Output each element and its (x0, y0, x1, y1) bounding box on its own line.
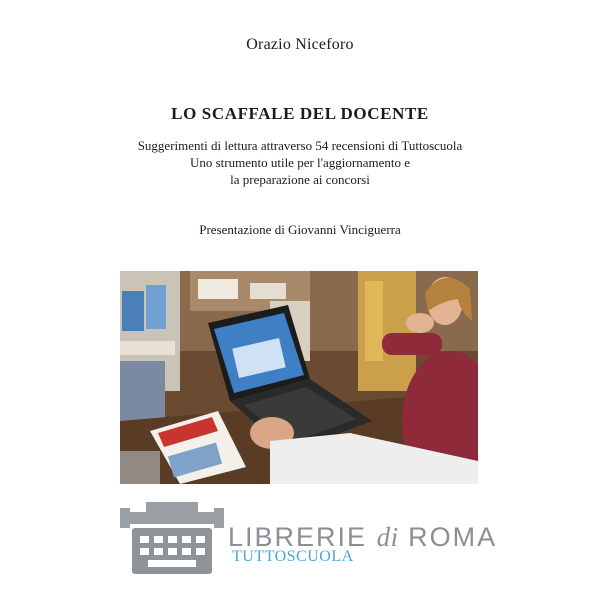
book-subtitle (0, 137, 600, 188)
subtitle-line: Uno strumento utile per l'aggiornamento e (189, 155, 411, 170)
watermark-roma: ROMA (408, 522, 498, 552)
watermark-librerie: LIBRERIE (228, 522, 368, 552)
watermark-logo (118, 498, 498, 578)
watermark-tuttoscuola: TUTTOSCUOLA (232, 548, 354, 565)
watermark-di: di (376, 522, 399, 552)
author-name: Orazio Niceforo (246, 36, 354, 53)
book-title: LO SCAFFALE DEL DOCENTE (171, 104, 429, 123)
typewriter-icon (118, 498, 226, 578)
presentation-credit: Presentazione di Giovanni Vinciguerra (199, 222, 401, 237)
subtitle-line: la preparazione ai concorsi (230, 172, 370, 187)
subtitle-line: Suggerimenti di lettura attraverso 54 recensioni di Tuttoscuola (137, 138, 463, 153)
cover-photo (120, 271, 478, 484)
